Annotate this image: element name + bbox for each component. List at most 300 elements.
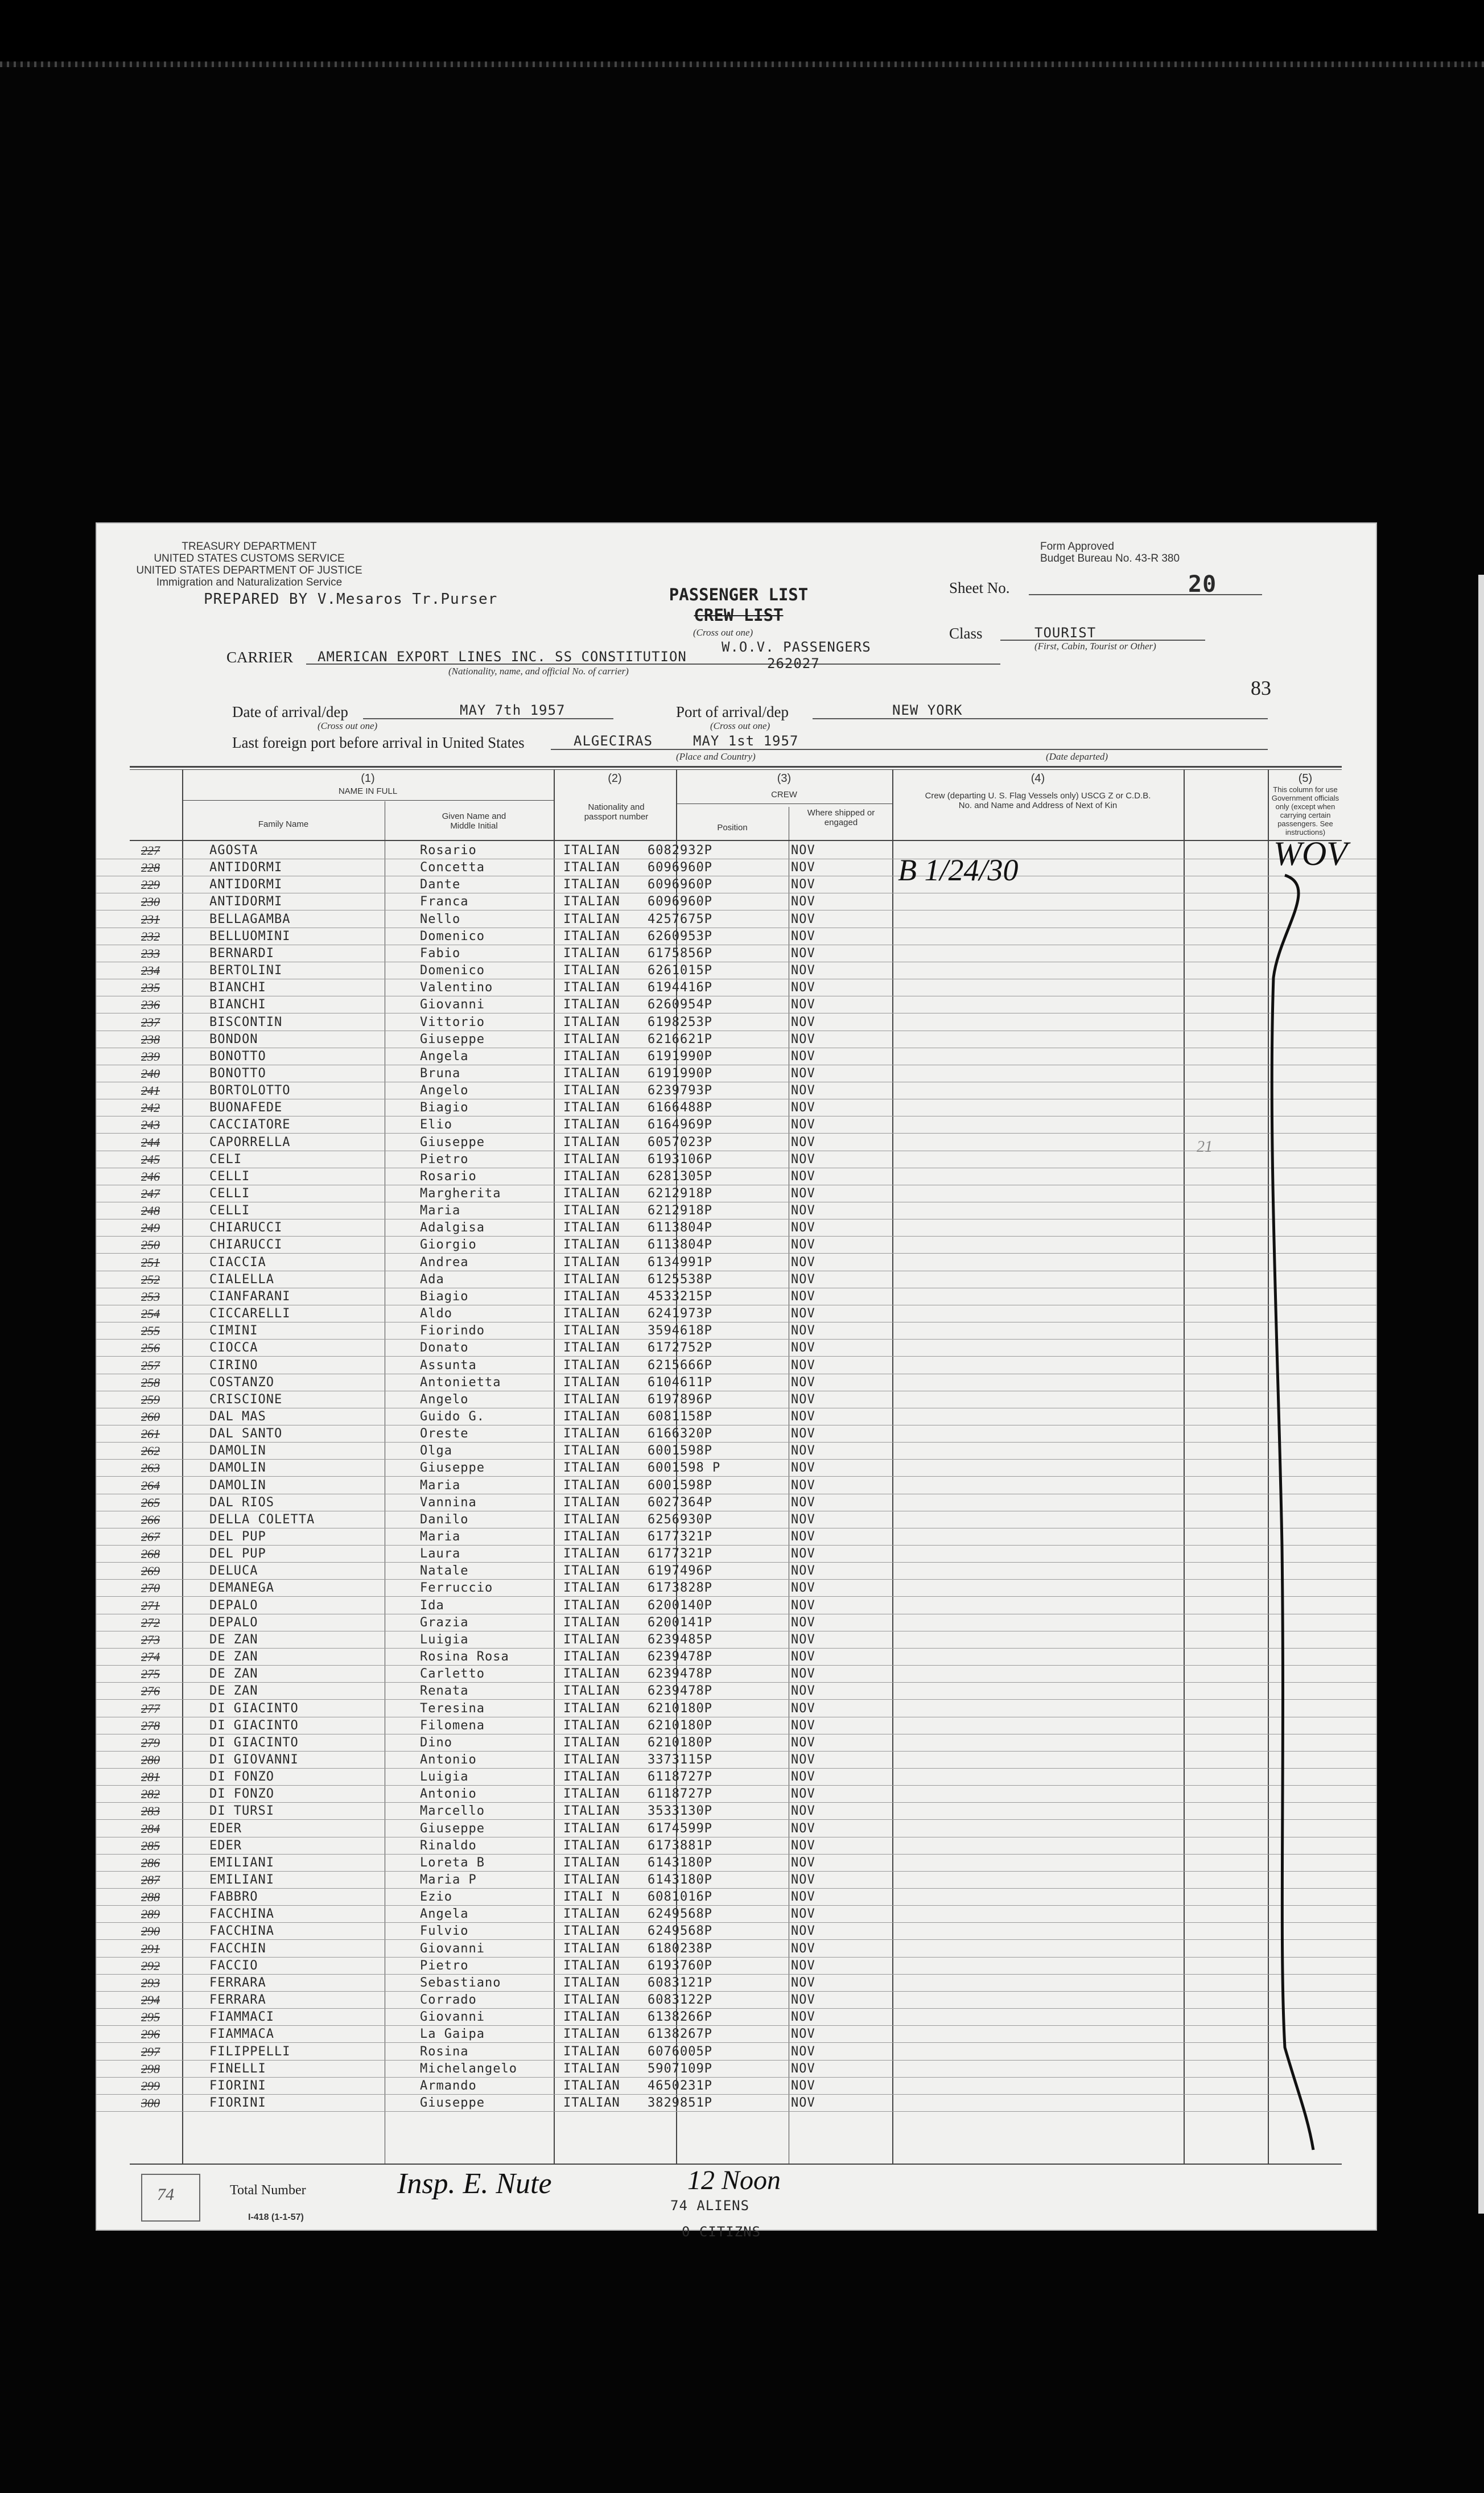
table-row bbox=[96, 1134, 1377, 1151]
table-row bbox=[96, 1271, 1377, 1288]
passport-number: 6001598P bbox=[648, 1444, 712, 1458]
form-number: I-418 (1-1-57) bbox=[248, 2212, 304, 2222]
family-name: DI GIACINTO bbox=[209, 1701, 299, 1716]
passport-number: 6239478P bbox=[648, 1650, 712, 1664]
where-shipped: NOV bbox=[791, 1392, 815, 1407]
port-underline bbox=[813, 718, 1268, 719]
nationality: ITALIAN bbox=[563, 1135, 620, 1149]
where-shipped: NOV bbox=[791, 1255, 815, 1270]
passport-number: 6173828P bbox=[648, 1581, 712, 1596]
passport-number: 6216621P bbox=[648, 1032, 712, 1046]
given-name: Vannina bbox=[420, 1495, 477, 1510]
passport-number: 6134991P bbox=[648, 1255, 712, 1270]
table-row bbox=[96, 1185, 1377, 1202]
family-name: BISCONTIN bbox=[209, 1015, 283, 1029]
dept-line: TREASURY DEPARTMENT bbox=[182, 541, 317, 553]
table-row bbox=[96, 1374, 1377, 1391]
table-row bbox=[96, 1031, 1377, 1048]
passport-number: 6191990P bbox=[648, 1066, 712, 1081]
passport-number: 6239485P bbox=[648, 1632, 712, 1647]
passport-number: 6197896P bbox=[648, 1392, 712, 1407]
port-cross-hint: (Cross out one) bbox=[710, 720, 770, 731]
family-name: DI GIACINTO bbox=[209, 1735, 299, 1750]
date-value: MAY 7th 1957 bbox=[460, 702, 566, 718]
table-row bbox=[96, 2043, 1377, 2061]
where-shipped: NOV bbox=[791, 946, 815, 961]
where-shipped: NOV bbox=[791, 2078, 815, 2093]
passport-number: 6173881P bbox=[648, 1838, 712, 1853]
given-name: Biagio bbox=[420, 1289, 469, 1304]
crew-list-title: CREW LIST bbox=[694, 605, 784, 625]
table-row bbox=[96, 2078, 1377, 2095]
nationality: ITALIAN bbox=[563, 1701, 620, 1716]
passport-number: 6083122P bbox=[648, 1993, 712, 2008]
row-number: 254 bbox=[141, 1307, 160, 1321]
given-name: Ezio bbox=[420, 1890, 452, 1905]
passport-number: 6200141P bbox=[648, 1615, 712, 1630]
sheet-underline bbox=[1029, 594, 1262, 595]
nationality: ITALIAN bbox=[563, 877, 620, 892]
table-row bbox=[96, 1014, 1377, 1031]
family-name: FACCHINA bbox=[209, 1907, 274, 1922]
where-shipped: NOV bbox=[791, 963, 815, 978]
family-name: DAL SANTO bbox=[209, 1427, 283, 1441]
family-name: CRISCIONE bbox=[209, 1392, 283, 1407]
given-name: Bruna bbox=[420, 1066, 461, 1081]
family-name: FIORINI bbox=[209, 2078, 266, 2093]
nationality: ITALIAN bbox=[563, 1958, 620, 1973]
where-shipped: NOV bbox=[791, 1186, 815, 1201]
table-row bbox=[96, 2009, 1377, 2026]
given-name: Ida bbox=[420, 1598, 444, 1613]
where-shipped: NOV bbox=[791, 2010, 815, 2025]
given-name: Antonio bbox=[420, 1787, 477, 1802]
nationality: ITALIAN bbox=[563, 1512, 620, 1527]
row-number: 286 bbox=[141, 1855, 160, 1870]
family-name: DI GIOVANNI bbox=[209, 1752, 299, 1767]
where-shipped: NOV bbox=[791, 1615, 815, 1630]
given-name: Maria bbox=[420, 1204, 461, 1218]
given-name: Angelo bbox=[420, 1392, 469, 1407]
form-title: PASSENGER LIST bbox=[669, 585, 809, 604]
nationality: ITALIAN bbox=[563, 1289, 620, 1304]
given-name: Angelo bbox=[420, 1083, 469, 1098]
row-number: 288 bbox=[141, 1890, 160, 1905]
given-name: Rinaldo bbox=[420, 1838, 477, 1853]
row-number: 285 bbox=[141, 1838, 160, 1853]
family-name: FIAMMACI bbox=[209, 2010, 274, 2025]
table-row bbox=[96, 1237, 1377, 1254]
passport-number: 6260954P bbox=[648, 998, 712, 1012]
given-name: Giovanni bbox=[420, 2010, 485, 2025]
form-approved-line: Form Approved bbox=[1040, 541, 1114, 553]
row-number: 247 bbox=[141, 1186, 160, 1201]
row-number: 300 bbox=[141, 2095, 160, 2110]
nationality: ITALIAN bbox=[563, 1735, 620, 1750]
passport-number: 6113804P bbox=[648, 1238, 712, 1252]
row-number: 294 bbox=[141, 1993, 160, 2008]
row-number: 272 bbox=[141, 1615, 160, 1630]
crew-subhead-rule bbox=[676, 803, 892, 804]
time-note: 12 Noon bbox=[687, 2165, 781, 2195]
nationality: ITALIAN bbox=[563, 2010, 620, 2025]
row-number: 283 bbox=[141, 1804, 160, 1819]
carrier-hint: (Nationality, name, and official No. of carrier) bbox=[448, 666, 629, 677]
nationality: ITALIAN bbox=[563, 2061, 620, 2076]
nationality: ITALIAN bbox=[563, 1186, 620, 1201]
given-name: Biagio bbox=[420, 1101, 469, 1115]
aliens-total: 74 ALIENS bbox=[670, 2198, 750, 2214]
row-number: 282 bbox=[141, 1787, 160, 1802]
passport-number: 6260953P bbox=[648, 929, 712, 943]
sheet-number: 20 bbox=[1188, 571, 1217, 598]
where-shipped: NOV bbox=[791, 1993, 815, 2008]
passport-number: 6198253P bbox=[648, 1015, 712, 1029]
family-name: DAMOLIN bbox=[209, 1461, 266, 1476]
passport-number: 6057023P bbox=[648, 1135, 712, 1149]
where-shipped: NOV bbox=[791, 1890, 815, 1905]
where-shipped: NOV bbox=[791, 1049, 815, 1064]
dept-line: UNITED STATES CUSTOMS SERVICE bbox=[154, 553, 345, 564]
family-name: BONOTTO bbox=[209, 1066, 266, 1081]
passport-number: 6210180P bbox=[648, 1701, 712, 1716]
row-number: 290 bbox=[141, 1924, 160, 1939]
family-name: EMILIANI bbox=[209, 1855, 274, 1870]
nationality: ITALIAN bbox=[563, 946, 620, 961]
family-name: BIANCHI bbox=[209, 980, 266, 995]
where-shipped: NOV bbox=[791, 860, 815, 875]
family-name: BIANCHI bbox=[209, 998, 266, 1012]
family-name: BONDON bbox=[209, 1032, 258, 1046]
passport-number: 6138267P bbox=[648, 2027, 712, 2042]
nationality: ITALIAN bbox=[563, 1770, 620, 1785]
table-row bbox=[96, 1340, 1377, 1357]
row-number: 240 bbox=[141, 1066, 160, 1081]
where-shipped: NOV bbox=[791, 1684, 815, 1699]
col-position: Position bbox=[717, 823, 748, 833]
family-name: AGOSTA bbox=[209, 843, 258, 858]
table-row bbox=[96, 1786, 1377, 1803]
table-row bbox=[96, 1511, 1377, 1528]
given-name: Domenico bbox=[420, 929, 485, 943]
row-number: 279 bbox=[141, 1735, 160, 1750]
table-row bbox=[96, 893, 1377, 910]
nationality: ITALIAN bbox=[563, 1341, 620, 1355]
date-underline bbox=[363, 718, 613, 719]
nationality: ITALIAN bbox=[563, 1650, 620, 1664]
nationality: ITALIAN bbox=[563, 912, 620, 926]
table-row bbox=[96, 1357, 1377, 1374]
passport-number: 6194416P bbox=[648, 980, 712, 995]
nationality: ITALIAN bbox=[563, 1838, 620, 1853]
nationality: ITALIAN bbox=[563, 1015, 620, 1029]
table-row bbox=[96, 1992, 1377, 2009]
nationality: ITALIAN bbox=[563, 1941, 620, 1956]
row-number: 273 bbox=[141, 1632, 160, 1647]
where-shipped: NOV bbox=[791, 1358, 815, 1373]
table-row bbox=[96, 979, 1377, 996]
col4-number: (4) bbox=[1030, 772, 1045, 785]
passport-number: 6104611P bbox=[648, 1375, 712, 1390]
passport-number: 6215666P bbox=[648, 1358, 712, 1373]
passport-number: 6172752P bbox=[648, 1341, 712, 1355]
table-row bbox=[96, 1305, 1377, 1322]
family-name: DI FONZO bbox=[209, 1770, 274, 1785]
nationality: ITALIAN bbox=[563, 1855, 620, 1870]
family-name: CIOCCA bbox=[209, 1341, 258, 1355]
passport-number: 6166320P bbox=[648, 1427, 712, 1441]
nationality: ITALIAN bbox=[563, 963, 620, 978]
where-shipped: NOV bbox=[791, 895, 815, 909]
row-number: 258 bbox=[141, 1375, 160, 1390]
family-name: FILIPPELLI bbox=[209, 2044, 291, 2059]
given-name: Rosina Rosa bbox=[420, 1650, 509, 1664]
passport-number: 4533215P bbox=[648, 1289, 712, 1304]
nationality: ITALIAN bbox=[563, 1409, 620, 1424]
family-name: FERRARA bbox=[209, 1975, 266, 1990]
row-number: 291 bbox=[141, 1941, 160, 1956]
table-row bbox=[96, 1219, 1377, 1237]
row-number: 271 bbox=[141, 1598, 160, 1613]
class-hint: (First, Cabin, Tourist or Other) bbox=[1034, 641, 1156, 652]
nationality: ITALIAN bbox=[563, 1615, 620, 1630]
given-name: Margherita bbox=[420, 1186, 501, 1201]
row-number: 235 bbox=[141, 980, 160, 995]
given-name: Maria P bbox=[420, 1873, 477, 1887]
where-shipped: NOV bbox=[791, 1204, 815, 1218]
column5-wov-note: WOV bbox=[1273, 835, 1347, 872]
row-number: 270 bbox=[141, 1581, 160, 1596]
nationality: ITALIAN bbox=[563, 1118, 620, 1132]
row-number: 250 bbox=[141, 1238, 160, 1252]
given-name: Maria bbox=[420, 1530, 461, 1544]
class-value: TOURIST bbox=[1034, 625, 1096, 641]
family-name: DE ZAN bbox=[209, 1684, 258, 1699]
col2-number: (2) bbox=[608, 772, 622, 785]
row-number: 298 bbox=[141, 2061, 160, 2076]
given-name: Oreste bbox=[420, 1427, 469, 1441]
family-name: FABBRO bbox=[209, 1890, 258, 1905]
row-number: 251 bbox=[141, 1255, 160, 1270]
row-number: 287 bbox=[141, 1873, 160, 1887]
passport-number: 6210180P bbox=[648, 1718, 712, 1733]
passport-number: 6191990P bbox=[648, 1049, 712, 1064]
passport-number: 6249568P bbox=[648, 1924, 712, 1939]
family-name: ANTIDORMI bbox=[209, 860, 283, 875]
family-name: CAPORRELLA bbox=[209, 1135, 291, 1149]
row-number: 234 bbox=[141, 963, 160, 978]
table-row bbox=[96, 945, 1377, 962]
where-shipped: NOV bbox=[791, 1873, 815, 1887]
passenger-list-sheet bbox=[96, 522, 1377, 2240]
row-number: 277 bbox=[141, 1701, 160, 1716]
nationality: ITALIAN bbox=[563, 1873, 620, 1887]
date-cross-hint: (Cross out one) bbox=[318, 720, 378, 731]
row-number: 262 bbox=[141, 1444, 160, 1458]
carrier-value: AMERICAN EXPORT LINES INC. SS CONSTITUTION bbox=[318, 649, 687, 665]
given-name: Donato bbox=[420, 1341, 469, 1355]
table-row bbox=[96, 1391, 1377, 1408]
where-shipped: NOV bbox=[791, 1427, 815, 1441]
passport-number: 6193106P bbox=[648, 1152, 712, 1167]
where-shipped: NOV bbox=[791, 843, 815, 858]
table-row bbox=[96, 1631, 1377, 1649]
where-shipped: NOV bbox=[791, 912, 815, 926]
col-family-name: Family Name bbox=[258, 819, 309, 829]
passport-number: 6001598 P bbox=[648, 1461, 721, 1476]
film-edge bbox=[0, 0, 1484, 63]
where-shipped: NOV bbox=[791, 1478, 815, 1493]
family-name: CELLI bbox=[209, 1204, 250, 1218]
table-row bbox=[96, 2095, 1377, 2112]
where-shipped: NOV bbox=[791, 1324, 815, 1338]
nationality: ITALIAN bbox=[563, 1804, 620, 1819]
where-shipped: NOV bbox=[791, 1530, 815, 1544]
family-name: DI GIACINTO bbox=[209, 1718, 299, 1733]
col4-description: Crew (departing U. S. Flag Vessels only) USCG Z or C.D.B. No. and Name and Address of Next of Kin bbox=[925, 791, 1151, 810]
row-number: 245 bbox=[141, 1152, 160, 1167]
family-name: DEPALO bbox=[209, 1598, 258, 1613]
table-row bbox=[96, 1322, 1377, 1340]
given-name: Fabio bbox=[420, 946, 461, 961]
where-shipped: NOV bbox=[791, 1083, 815, 1098]
where-shipped: NOV bbox=[791, 1512, 815, 1527]
passport-number: 6083121P bbox=[648, 1975, 712, 1990]
given-name: Armando bbox=[420, 2078, 477, 2093]
citizens-total: 0 CITIZNS bbox=[682, 2224, 761, 2240]
table-row bbox=[96, 1700, 1377, 1717]
where-shipped: NOV bbox=[791, 1547, 815, 1561]
nationality: ITALIAN bbox=[563, 1221, 620, 1235]
passport-number: 6200140P bbox=[648, 1598, 712, 1613]
row-number: 231 bbox=[141, 912, 160, 926]
given-name: Franca bbox=[420, 895, 469, 909]
passport-number: 6081158P bbox=[648, 1409, 712, 1424]
nationality: ITALIAN bbox=[563, 998, 620, 1012]
carrier-label: CARRIER bbox=[226, 649, 294, 666]
passport-number: 6249568P bbox=[648, 1907, 712, 1922]
table-row bbox=[96, 962, 1377, 979]
where-shipped: NOV bbox=[791, 1444, 815, 1458]
nationality: ITALIAN bbox=[563, 2027, 620, 2042]
row-number: 233 bbox=[141, 946, 160, 961]
passport-number: 6143180P bbox=[648, 1873, 712, 1887]
passport-number: 6197496P bbox=[648, 1564, 712, 1579]
family-name: FIAMMACA bbox=[209, 2027, 274, 2042]
family-name: BUONAFEDE bbox=[209, 1101, 283, 1115]
family-name: COSTANZO bbox=[209, 1375, 274, 1390]
row-number: 237 bbox=[141, 1015, 160, 1029]
table-row bbox=[96, 1837, 1377, 1855]
where-shipped: NOV bbox=[791, 1375, 815, 1390]
row-number: 278 bbox=[141, 1718, 160, 1733]
row-number: 243 bbox=[141, 1118, 160, 1132]
family-name: CELLI bbox=[209, 1186, 250, 1201]
family-name: CHIARUCCI bbox=[209, 1221, 283, 1235]
where-shipped: NOV bbox=[791, 1598, 815, 1613]
given-name: Laura bbox=[420, 1547, 461, 1561]
class-label: Class bbox=[949, 625, 983, 642]
where-shipped: NOV bbox=[791, 1066, 815, 1081]
name-subhead-rule bbox=[182, 800, 554, 801]
nationality: ITALIAN bbox=[563, 1598, 620, 1613]
table-row bbox=[96, 1666, 1377, 1683]
passport-number: 6164969P bbox=[648, 1118, 712, 1132]
prepared-by: PREPARED BY V.Mesaros Tr.Purser bbox=[204, 591, 498, 608]
nationality: ITALIAN bbox=[563, 1255, 620, 1270]
nationality: ITALIAN bbox=[563, 895, 620, 909]
given-name: Angela bbox=[420, 1907, 469, 1922]
passport-number: 6076005P bbox=[648, 2044, 712, 2059]
family-name: ANTIDORMI bbox=[209, 877, 283, 892]
family-name: FERRARA bbox=[209, 1993, 266, 2008]
passport-number: 6096960P bbox=[648, 860, 712, 875]
given-name: Assunta bbox=[420, 1358, 477, 1373]
table-row bbox=[96, 1563, 1377, 1580]
given-name: Aldo bbox=[420, 1307, 452, 1321]
table-row bbox=[96, 1975, 1377, 1992]
passport-number: 6118727P bbox=[648, 1787, 712, 1802]
last-port-value: ALGECIRAS bbox=[574, 733, 653, 749]
where-shipped: NOV bbox=[791, 1135, 815, 1149]
nationality: ITALIAN bbox=[563, 1495, 620, 1510]
nationality: ITALIAN bbox=[563, 1684, 620, 1699]
nationality: ITALI N bbox=[563, 1890, 620, 1905]
row-number: 268 bbox=[141, 1547, 160, 1561]
nationality: ITALIAN bbox=[563, 1238, 620, 1252]
nationality: ITALIAN bbox=[563, 1718, 620, 1733]
table-top-rule bbox=[130, 766, 1342, 768]
row-number: 269 bbox=[141, 1564, 160, 1579]
where-shipped: NOV bbox=[791, 1564, 815, 1579]
table-row bbox=[96, 1803, 1377, 1820]
table-row bbox=[96, 1906, 1377, 1923]
row-number: 292 bbox=[141, 1958, 160, 1973]
where-shipped: NOV bbox=[791, 1838, 815, 1853]
form-approved-block bbox=[1040, 541, 1279, 564]
table-row bbox=[96, 1717, 1377, 1734]
nationality: ITALIAN bbox=[563, 1444, 620, 1458]
row-number: 274 bbox=[141, 1650, 160, 1664]
family-name: CICCARELLI bbox=[209, 1307, 291, 1321]
passport-number: 6212918P bbox=[648, 1204, 712, 1218]
where-shipped: NOV bbox=[791, 1907, 815, 1922]
nationality: ITALIAN bbox=[563, 2044, 620, 2059]
given-name: Filomena bbox=[420, 1718, 485, 1733]
date-departed-hint: (Date departed) bbox=[1046, 751, 1108, 762]
row-number: 227 bbox=[141, 843, 160, 858]
nationality: ITALIAN bbox=[563, 1049, 620, 1064]
table-row bbox=[96, 1923, 1377, 1940]
col-nationality: Nationality and passport number bbox=[584, 802, 649, 822]
given-name: Adalgisa bbox=[420, 1221, 485, 1235]
column5-faint-mark: 21 bbox=[1197, 1138, 1213, 1156]
where-shipped: NOV bbox=[791, 1632, 815, 1647]
passport-number: 6180238P bbox=[648, 1941, 712, 1956]
given-name: Giuseppe bbox=[420, 1032, 485, 1046]
where-shipped: NOV bbox=[791, 1307, 815, 1321]
where-shipped: NOV bbox=[791, 1975, 815, 1990]
family-name: EDER bbox=[209, 1838, 242, 1853]
table-row bbox=[96, 1065, 1377, 1082]
passport-number: 6081016P bbox=[648, 1890, 712, 1905]
passport-number: 3594618P bbox=[648, 1324, 712, 1338]
table-row bbox=[96, 1151, 1377, 1168]
row-number: 297 bbox=[141, 2044, 160, 2059]
nationality: ITALIAN bbox=[563, 1478, 620, 1493]
where-shipped: NOV bbox=[791, 1804, 815, 1819]
family-name: FINELLI bbox=[209, 2061, 266, 2076]
